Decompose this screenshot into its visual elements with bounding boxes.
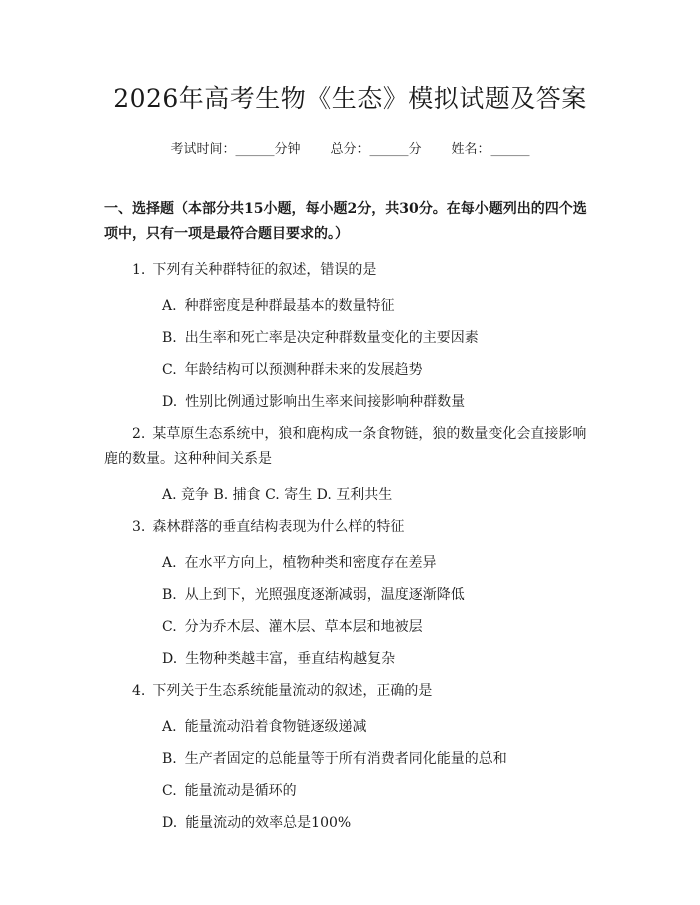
option-text: 能量流动是循环的	[184, 783, 297, 799]
option-letter: A.	[162, 555, 177, 571]
option-list	[104, 297, 596, 411]
question-4	[104, 679, 596, 832]
option-text: 种群密度是种群最基本的数量特征	[184, 298, 395, 314]
option-d	[104, 650, 596, 668]
option-letter: D.	[162, 651, 178, 667]
question-number: 1.	[132, 262, 146, 278]
question-text: 某草原生态系统中，狼和鹿构成一条食物链，狼的数量变化会直接影响鹿的数量。这种种间关系是	[104, 426, 587, 467]
option-b	[104, 329, 596, 347]
option-c	[104, 361, 596, 379]
option-letter: D.	[162, 815, 178, 831]
option-d	[104, 814, 596, 832]
option-b	[104, 750, 596, 768]
inline-option-list: A. 竞争 B. 捕食 C. 寄生 D. 互利共生	[162, 487, 393, 503]
option-letter: B.	[162, 330, 177, 346]
option-text: 从上到下，光照强度逐渐减弱，温度逐渐降低	[184, 587, 465, 603]
question-text: 下列有关种群特征的叙述，错误的是	[152, 262, 377, 278]
question-stem	[104, 679, 596, 704]
option-a	[104, 718, 596, 736]
option-letter: B.	[162, 751, 177, 767]
option-c	[104, 782, 596, 800]
document-title: 2026年高考生物《生态》模拟试题及答案	[113, 84, 587, 113]
option-text: 生物种类越丰富，垂直结构越复杂	[185, 651, 396, 667]
total-score-field: 总分：______分	[330, 142, 422, 157]
question-text: 下列关于生态系统能量流动的叙述，正确的是	[152, 683, 433, 699]
option-letter: A.	[162, 298, 177, 314]
exam-time-field: 考试时间：______分钟	[170, 142, 301, 157]
option-letter: D.	[162, 394, 178, 410]
option-letter: B.	[162, 587, 177, 603]
student-name-field: 姓名：______	[451, 142, 530, 157]
option-text: 能量流动的效率总是100%	[185, 815, 352, 831]
question-1	[104, 258, 596, 411]
option-text: 在水平方向上，植物种类和密度存在差异	[184, 555, 437, 571]
question-text: 森林群落的垂直结构表现为什么样的特征	[152, 519, 405, 535]
option-letter: C.	[162, 362, 177, 378]
question-number: 3.	[132, 519, 146, 535]
option-a	[104, 297, 596, 315]
option-a	[104, 554, 596, 572]
option-list	[104, 718, 596, 832]
section-heading: 一、选择题（本部分共15小题，每小题2分，共30分。在每小题列出的四个选项中，只有一项是最符合题目要求的。）	[104, 201, 587, 242]
option-text: 出生率和死亡率是决定种群数量变化的主要因素	[184, 330, 479, 346]
option-letter: C.	[162, 783, 177, 799]
option-d	[104, 393, 596, 411]
option-text: 分为乔木层、灌木层、草本层和地被层	[184, 619, 423, 635]
question-stem	[104, 422, 596, 472]
option-list	[104, 554, 596, 668]
question-stem	[104, 515, 596, 540]
option-text: 生产者固定的总能量等于所有消费者同化能量的总和	[184, 751, 507, 767]
option-letter: C.	[162, 619, 177, 635]
question-2	[104, 422, 596, 504]
question-number: 2.	[132, 426, 146, 442]
option-c	[104, 618, 596, 636]
question-3	[104, 515, 596, 668]
exam-meta	[104, 141, 596, 159]
question-number: 4.	[132, 683, 146, 699]
option-text: 能量流动沿着食物链逐级递减	[184, 719, 367, 735]
option-text: 性别比例通过影响出生率来间接影响种群数量	[185, 394, 466, 410]
question-stem	[104, 258, 596, 283]
option-text: 年龄结构可以预测种群未来的发展趋势	[184, 362, 423, 378]
option-letter: A.	[162, 719, 177, 735]
option-b	[104, 586, 596, 604]
